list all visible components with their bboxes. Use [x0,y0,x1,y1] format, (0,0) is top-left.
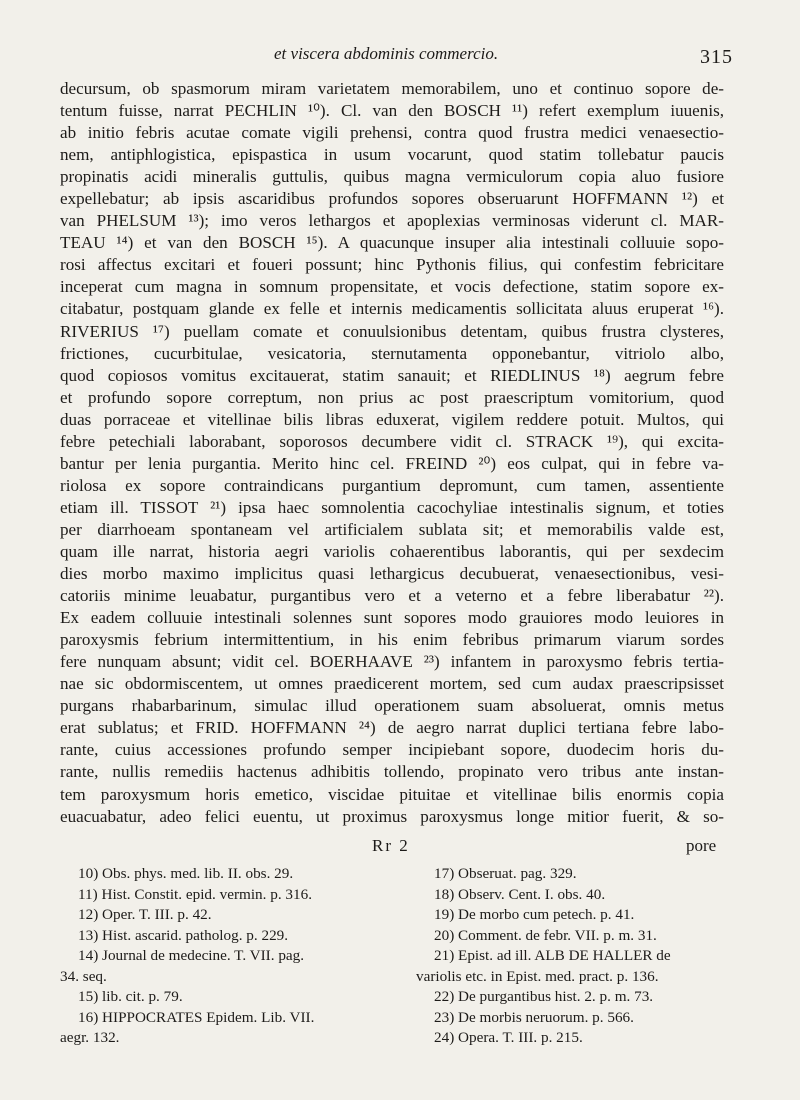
body-line: erat sublatus; et FRID. HOFFMANN ²⁴) de aegro narrat duplici tertiana febre labo- [60,718,724,738]
footnote: 21) Epist. ad ill. ALB DE HALLER de [434,947,671,964]
signature-mark: Rr 2 [372,836,410,855]
footnote: 13) Hist. ascarid. patholog. p. 229. [78,926,289,944]
body-line: tentum fuisse, narrat PECHLIN ¹⁰). Cl. van den BOSCH ¹¹) refert exemplum iuuenis, [60,101,724,121]
body-line: fere nunquam absunt; vidit cel. BOERHAAVE ²³) infantem in paroxysmo febris tertia- [60,652,724,672]
footnote: 16) HIPPOCRATES Epidem. Lib. VII. [78,1008,315,1026]
footnote: 17) Obseruat. pag. 329. [434,865,577,882]
footnote-continuation: variolis etc. in Epist. med. pract. p. 136. [416,967,659,985]
body-line: ab initio febris acutae comate vigili prehensi, contra quod frustra medici venaesectio- [60,123,724,143]
body-line: etiam ill. TISSOT ²¹) ipsa haec somnolentia cacochyliae intestinalis signum, et toties [60,497,724,517]
body-line: TEAU ¹⁴) et van den BOSCH ¹⁵). A quacunque insuper alia intestinali colluuie sopo- [60,233,724,253]
body-line: euacuabatur, adeo felici euentu, ut proximus paroxysmus longe mitior fuerit, & so- [60,806,724,826]
body-line: rosi affectus excitari et foueri possunt; hinc Pythonis filius, qui confestim febricitare [60,255,724,275]
body-line: Ex eadem colluuie intestinali solennes sunt sopores modo grauiores modo leuiores in [60,608,724,628]
footnotes-right-column [416,864,722,1049]
body-line: tem paroxysmum horis emetico, viscidae pituitae et vitellinae bilis enormis copia [60,784,724,804]
body-line: rante, nullis remediis hactenus adhibitis tollendo, propinato vero tribus ante instan- [60,762,724,782]
body-line: propinatis acidi mineralis guttulis, quibus magna vermiculorum copia aluo fusiore [60,167,724,187]
body-line: per diarrhoeam spontaneam vel artificialem sublata sit; et memorabilis valde est, [60,519,724,539]
footnote-continuation: aegr. 132. [60,1029,120,1046]
page-number: 315 [700,46,733,68]
footnotes-left-column [60,864,360,1049]
body-line: quod copiosos vomitus excitauerat, statim sanauit; et RIEDLINUS ¹⁸) aegrum febre [60,365,724,385]
body-line: rante, cuius accessiones profundo semper incipiebant sopore, duodecim horis du- [60,740,724,760]
footnote: 11) Hist. Constit. epid. vermin. p. 316. [78,885,312,903]
running-title: et viscera abdominis commercio. [274,44,499,63]
body-line: nae sic obdormiscentem, ut omnes praedicerent mortem, sed cum audax praescripsisset [60,674,724,694]
body-line: duas porraceae et vitellinae bilis libras eduxerat, vigilem reddere potuit. Multos, qui [60,409,724,429]
body-line: dies morbo maximo implicitus quasi lethargicus decubuerat, venaesectionibus, vesi- [60,564,724,584]
footnotes [60,864,724,1044]
catchword: pore [686,836,717,855]
body-line: expellebatur; ab ipsis ascaridibus profundos sopores obseruarunt HOFFMANN ¹²) et [60,189,724,209]
footnote: 18) Observ. Cent. I. obs. 40. [434,885,606,903]
body-line: citabatur, postquam glande ex felle et internis medicamentis sollicitata aluus eruperat ¹⁶). [60,299,724,319]
footnote: 24) Opera. T. III. p. 215. [434,1029,583,1046]
footnote: 15) lib. cit. p. 79. [78,988,183,1005]
body-line: catoriis minime leuabatur, purgantibus vero et a veterno et a febre liberabatur ²²). [60,586,724,606]
body-line: purgans rhabarbarinum, simulac illud operationem suam absoluerat, omnis metus [60,696,724,716]
body-line: inceperat cum magna in somnum propensitate, et vocis defectione, statim sopore ex- [60,277,724,297]
body-line: van PHELSUM ¹³); imo veros lethargos et apoplexias verminosas viderunt cl. MAR- [60,211,724,231]
footnote: 22) De purgantibus hist. 2. p. m. 73. [434,988,654,1005]
body-line: frictiones, cucurbitulae, vesicatoria, sternutamenta opponebantur, vitriolo albo, [60,343,724,363]
body-line: decursum, ob spasmorum miram varietatem memorabilem, uno et continuo sopore de- [60,79,724,98]
body-line: bantur per lenia purgantia. Merito hinc cel. FREIND ²⁰) eos culpat, qui in febre va- [60,453,724,473]
body-line: paroxysmis febrium intermittentium, in his enim febribus primarum viarum sordes [60,630,724,650]
signature-line [0,836,800,862]
running-head [0,44,800,72]
footnote: 23) De morbis neruorum. p. 566. [434,1008,634,1026]
body-line: quam ille narrat, historia aegri variolis cohaerentibus laborantis, qui per sexdecim [60,541,724,561]
body-text [60,78,724,828]
footnote-continuation: 34. seq. [60,967,107,985]
footnote: 10) Obs. phys. med. lib. II. obs. 29. [78,865,294,882]
body-line: riolosa ex sopore contraindicans purgantium depromunt, cum tamen, assentiente [60,475,724,495]
body-line: RIVERIUS ¹⁷) puellam comate et conuulsionibus detentam, quibus frustra clysteres, [60,321,724,341]
body-line: nem, antiphlogistica, epispastica in usum vocarunt, quod statim tollebatur paucis [60,145,724,165]
body-line: et profundo sopore correptum, non prius ac post praescriptum vomitorium, quod [60,387,724,407]
footnote: 14) Journal de medecine. T. VII. pag. [78,947,305,964]
footnote: 12) Oper. T. III. p. 42. [78,906,212,923]
footnote: 19) De morbo cum petech. p. 41. [434,906,635,923]
body-line: febre petechiali laborabant, soporosos decumbere vidit cl. STRACK ¹⁹), qui excita- [60,431,724,451]
footnote: 20) Comment. de febr. VII. p. m. 31. [434,926,657,944]
